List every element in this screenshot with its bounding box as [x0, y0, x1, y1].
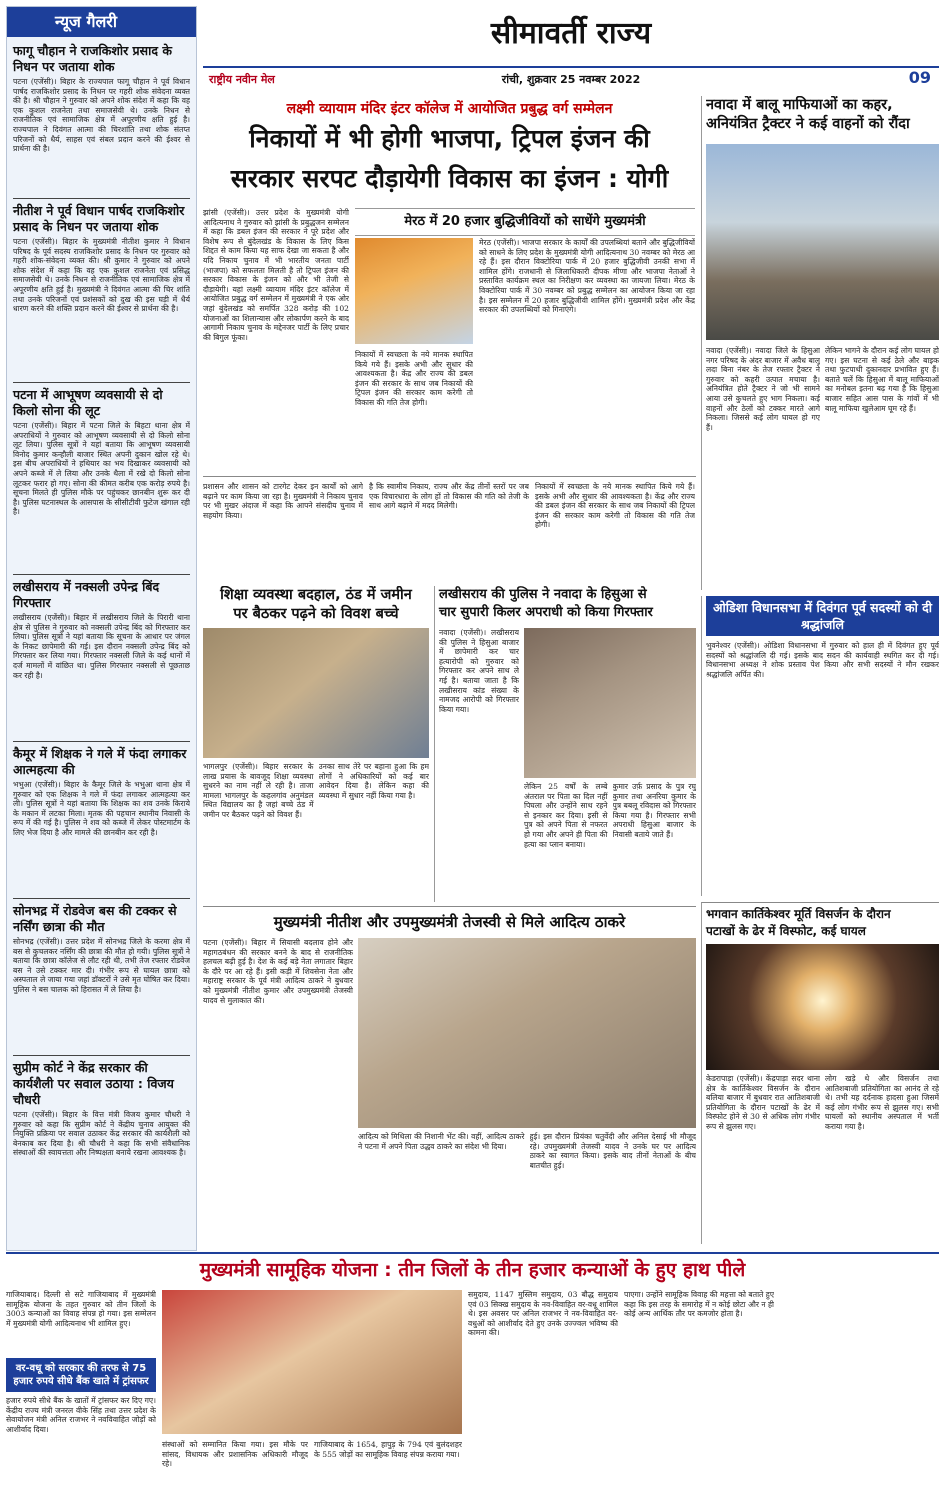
- story-body: है कि स्वामीय निकाय, राज्य और केंद्र तीनों स्तरों पर जब एक विचारधारा के लोग हों तो विकास की गति को तेजी के साथ आगे बढ़ाने में मदद मिलेगी।: [369, 482, 529, 511]
- story-body: हजार रुपये सीधे बैंक के खातों में ट्रांसफर कर दिए गए। केंद्रीय राज्य मंत्री जनरल वीके सिंह तथा उत्तर प्रदेश के सेवायोजन मंत्री अनिल राजभर ने नवविवाहित जोड़ों को आशीर्वाद दिया।: [6, 1396, 156, 1434]
- divider: [13, 198, 190, 199]
- story-body: निकायों में स्वच्छता के नये मानक स्थापित किये गये हैं। इसके अभी और सुधार की आवश्यकता है। केंद्र और राज्य की डबल इंजन की सरकार के साथ जब निकायों की ट्रिपल इंजन की सरकार काम करेगी तो विकास की गति तेज होगी।: [535, 482, 695, 530]
- story-body: हुई। इस दौरान प्रियंका चतुर्वेदी और अनिल देसाई भी मौजूद रहे। उपमुख्यमंत्री तेजस्वी यादव ने उनके घर पर आदित्य ठाकरे का स्वागत किया। इसके बाद तीनों नेताओं के बीच बातचीत हुई।: [529, 1132, 696, 1170]
- story-headline: पटना में आभूषण व्यवसायी से दो किलो सोना की लूट: [13, 387, 163, 418]
- story-body: भभुआ (एजेंसी)। बिहार के कैमूर जिले के भभुआ थाना क्षेत्र में गुरुवार को एक शिक्षक ने गले में फंदा लगाकर आत्महत्या कर ली। पुलिस सूत्रों ने यहां बताया कि शिक्षक का शव उनके किराये के मकान में लटका मिला। मृतक की पहचान स्थानीय निवासी के रूप में की गई है। पुलिस ने शव को कब्जे में लेकर पोस्टमार्टम के लिए भेज दिया है और मामले की छानबीन कर रही है।: [13, 780, 190, 837]
- sidebar-story: [13, 1060, 190, 1230]
- story-body: निकायों में स्वच्छता के नये मानक स्थापित किये गये हैं। इसके अभी और सुधार की आवश्यकता है। केंद्र और राज्य की डबल इंजन की सरकार के साथ जब निकायों की ट्रिपल इंजन की सरकार काम करेगी तो विकास की गति तेज होगी।: [355, 350, 473, 407]
- story-headline: सरकार सरपट दौड़ायेगी विकास का इंजन : योगी: [230, 164, 669, 193]
- masthead: [203, 6, 939, 94]
- nitish-story: [203, 906, 696, 1244]
- nawada-story: [701, 96, 939, 590]
- explosion-photo: [706, 944, 939, 1070]
- divider: [13, 382, 190, 383]
- story-headline: ओडिशा विधानसभा में दिवंगत पूर्व सदस्यों को दी श्रद्धांजलि: [706, 596, 939, 636]
- idol-story: [701, 902, 939, 1244]
- story-body: सोनभद्र (एजेंसी)। उत्तर प्रदेश में सोनभद्र जिले के करमा क्षेत्र में बस से कुचलकर नर्सिंग की छात्रा की मौत हो गयी। पुलिस सूत्रों ने बताया कि छात्रा कॉलेज से लौट रही थी, तभी तेज रफ्तार रोडवेज बस ने उसे टक्कर मार दी। गंभीर रूप से घायल छात्रा को अस्पताल ले जाया गया जहां डॉक्टरों ने उसे मृत घोषित कर दिया। पुलिस ने बस चालक को हिरासत में ले लिया है।: [13, 937, 190, 994]
- story-body: लेकिन भागने के दौरान कई लोग घायल हो गए। इस घटना से कई ठेले और बाइक तथा फुटपाथी दुकानदार प्रभावित हुए हैं। बताते चलें कि हिसुआ में बालू माफियाओं का मनोबल इतना बढ़ गया है कि हिसुआ बाजार सहित आस पास के गांवों में भी बालू माफिया खुलेआम घूम रहे हैं।: [825, 346, 939, 413]
- story-headline: निकायों में भी होगी भाजपा, ट्रिपल इंजन की: [249, 124, 650, 153]
- story-body: संस्थाओं को सम्मानित किया गया। इस मौके पर सांसद, विधायक और प्रशासनिक अधिकारी मौजूद रहे।: [162, 1440, 308, 1469]
- divider: [13, 574, 190, 575]
- story-body: नवादा (एजेंसी)। लखीसराय की पुलिस ने हिसुआ बाजार में छापेमारी कर चार हत्यारोपी को गुरुवार को गिरफ्तार कर अपने साथ ले गई है। बताया जाता है कि लखीसराय कांड संख्या के नामजद आरोपी को गिरफ्तार किया गया।: [439, 628, 519, 714]
- story-subhead: मेरठ में 20 हजार बुद्धिजीवियों को साधेंगे मुख्यमंत्री: [355, 208, 695, 236]
- story-headline: मुख्यमंत्री नीतीश और उपमुख्यमंत्री तेजस्वी से मिले आदित्य ठाकरे: [273, 913, 626, 931]
- story-body: कुमार उर्फ़ प्रसाद के पुत्र रघु कुमार तथा अनरिया कुमार के पुत्र बबलू रविदास को गिरफ्तार किया गया है। गिरफ्तार सभी अपराधी हिसुआ बाजार के निवासी बताये जाते हैं।: [612, 782, 696, 839]
- sidebar-story: [13, 43, 190, 195]
- story-body: भुवनेश्वर (एजेंसी)। ओडिशा विधानसभा में गुरुवार को हाल ही में दिवंगत हुए पूर्व सदस्यों को श्रद्धांजलि दी गई। इसके बाद सदन की कार्यवाही स्थगित कर दी गई। विधानसभा अध्यक्ष ने शोक प्रस्ताव पेश किया और सभी सदस्यों ने मौन रखकर श्रद्धांजलि अर्पित की।: [706, 641, 939, 679]
- story-headline: भगवान कार्तिकेश्वर मूर्ति विसर्जन के दौरान: [706, 907, 891, 921]
- story-body: पटना (एजेंसी)। बिहार के राज्यपाल फागू चौहान ने पूर्व विधान पार्षद राजकिशोर प्रसाद के निधन पर गहरी शोक संवेदना व्यक्त की है। श्री चौहान ने गुरुवार को अपने शोक संदेश में कहा कि वह एक कुशल राजनेता तथा समाजसेवी थे। उनके निधन से राजनीतिक एवं सामाजिक क्षेत्र में अपूरणीय क्षति हुई है। राज्यपाल ने दिवंगत आत्मा की चिरशांति तथा शोक संतप्त परिजनों को धैर्य, साहस एवं संबल प्रदान करने की ईश्वर से प्रार्थना की है।: [13, 77, 190, 154]
- section-title: सीमावर्ती राज्य: [490, 16, 652, 51]
- divider: [13, 741, 190, 742]
- story-body: आदित्य को मिथिला की निशानी भेंट की। वहीं, आदित्य ठाकरे ने पटना में अपने पिता उद्धव ठाकरे का संदेश भी दिया।: [358, 1132, 525, 1151]
- story-headline: लखीसराय की पुलिस ने नवादा के हिसुआ से: [439, 587, 647, 602]
- story-headline: पटाखों के ढेर में विस्फोट, कई घायल: [706, 924, 866, 938]
- story-body: समुदाय, 1147 मुस्लिम समुदाय, 03 बौद्ध समुदाय एवं 03 सिक्ख समुदाय के नव-विवाहित वर-वधू शामिल थे। इस अवसर पर अनिल राजभर ने नव-विवाहित वर-वधुओं को आशीर्वाद देते हुए उनके उज्ज्वल भविष्य की कामना की।: [468, 1290, 618, 1338]
- story-body: पाएगा। उन्होंने सामूहिक विवाह की महत्ता को बताते हुए कहा कि इस तरह के समारोह में न कोई छोटा और न ही कोई अन्य आर्थिक तौर पर कमजोर होता है।: [624, 1290, 774, 1319]
- sidebar-story: [13, 903, 190, 1052]
- story-body: भागलपुर (एजेंसी)। बिहार सरकार के लाख प्रयास के बावजूद शिक्षा व्यवस्था सुधरने का नाम नहीं ले रही है। ताजा मामला भागलपुर के कहलगांव अनुमंडल स्थित विद्यालय का है जहां बच्चे ठंड में जमीन पर बैठकर पढ़ने को विवश हैं।: [203, 762, 314, 819]
- brand-name: राष्ट्रीय नवीन मेल: [209, 73, 275, 86]
- story-headline: लखीसराय में नक्सली उपेन्द्र बिंद गिरफ्तार: [13, 579, 160, 610]
- story-headline: चार सुपारी किलर अपराधी को किया गिरफ्तार: [439, 605, 653, 620]
- meeting-photo: [358, 938, 696, 1128]
- story-body: गाजियाबाद के 1654, हापुड़ के 794 एवं बुलंदशहर के 555 जोड़ों का सामूहिक विवाह संपन्न कराया गया।: [314, 1440, 462, 1459]
- sidebar-story: [13, 203, 190, 379]
- story-headline: नीतीश ने पूर्व विधान पार्षद राजकिशोर प्रसाद के निधन पर जताया शोक: [13, 203, 185, 234]
- classroom-photo: [203, 628, 429, 758]
- wedding-photo: [162, 1290, 462, 1434]
- dateline: रांची, शुक्रवार 25 नवम्बर 2022: [501, 73, 641, 86]
- wedding-story: [6, 1252, 939, 1484]
- story-body: लोग खड़े थे और विसर्जन तथा आतिशबाजी प्रतियोगिता का आनंद ले रहे थे। तभी यह दर्दनाक हादसा हुआ जिसमें कई लोग गंभीर रूप से झुलस गए। सभी घायलों को स्थानीय अस्पताल में भर्ती कराया गया है।: [825, 1074, 939, 1131]
- lakhisarai-story: [434, 586, 696, 902]
- story-body: मेरठ (एजेंसी)। भाजपा सरकार के कार्यों की उपलब्धियां बताने और बुद्धिजीवियों को साधने के लिए प्रदेश के मुख्यमंत्री योगी आदित्यनाथ 30 नवम्बर को मेरठ आ रहे हैं। इस दौरान विक्टोरिया पार्क में 20 हजार बुद्धिजीवी उनकी सभा में शामिल होंगे। राजधानी से जिलाधिकारी दीपक मीणा और भाजपा नेताओं ने प्रस्तावित कार्यक्रम स्थल का निरीक्षण कर व्यवस्था का जायजा लिया। मेरठ के विक्टोरिया पार्क में 30 नवम्बर को प्रबुद्ध सम्मेलन का आयोजन किया जा रहा है। इस सम्मेलन में 20 हजार बुद्धिजीवी शामिल होंगे। मुख्यमंत्री प्रदेश और केंद्र सरकार की उपलब्धियों को गिनाएंगे।: [479, 238, 695, 315]
- story-body: लखीसराय (एजेंसी)। बिहार में लखीसराय जिले के पिरारी थाना क्षेत्र से पुलिस ने गुरुवार को नक्सली उपेन्द्र बिंद को गिरफ्तार कर लिया। पुलिस सूत्रों ने यहां बताया कि सूचना के आधार पर जंगल के निकट छापेमारी की गई। इस दौरान नक्सली उपेन्द्र बिंद को गिरफ्तार कर लिया गया। गिरफ्तार नक्सली जिले के कई थानों में दर्ज मामलों में वांछित था। पुलिस गिरफ्तार नक्सली से पूछताछ कर रही है।: [13, 613, 190, 680]
- story-headline: सुप्रीम कोर्ट ने केंद्र सरकार की कार्यशैली पर सवाल उठाया : विजय चौधरी: [13, 1060, 174, 1107]
- story-body: पटना (एजेंसी)। बिहार के वित्त मंत्री विजय कुमार चौधरी ने गुरुवार को कहा कि सुप्रीम कोर्ट ने केंद्रीय चुनाव आयुक्त की नियुक्ति प्रक्रिया पर सवाल उठाकर केंद्र सरकार की कार्यशैली को बेनकाब कर दिया है। श्री चौधरी ने कहा कि सभी संवैधानिक संस्थाओं की स्वायत्तता और निष्पक्षता बनाये रखना आवश्यक है।: [13, 1110, 190, 1158]
- story-body: पटना (एजेंसी)। बिहार में पटना जिले के बिहटा थाना क्षेत्र में अपराधियों ने गुरुवार को आभूषण व्यवसायी से दो किलो सोना लूट लिया। पुलिस सूत्रों ने यहां बताया कि आभूषण व्यवसायी विनोद कुमार कन्हौली बाजार स्थित अपनी दुकान खोल रहे थे। इस बीच अपराधियों ने हथियार का भय दिखाकर व्यवसायी को अपने कब्जे में ले लिया और उनके थैला में रखे दो किलो सोना लूटकर फरार हो गए। सोना की कीमत करीब एक करोड़ रुपये है। सूचना मिलते ही पुलिस मौके पर पहुंचकर छानबीन शुरू कर दी है। पुलिस घटनास्थल के आसपास के सीसीटीवी फुटेज खंगाल रही है।: [13, 421, 190, 517]
- story-body: प्रशासन और शासन को टारगेट देकर इन कार्यों को आगे बढ़ाने पर काम किया जा रहा है। मुख्यमंत्री ने निकाय चुनाव पर भी मुखर अंदाज में कहा कि आपने संसदीय चुनाव में सहयोग किया।: [203, 482, 363, 520]
- sidebar-story: [13, 579, 190, 738]
- road-photo: [706, 144, 939, 340]
- sidebar-story: [13, 746, 190, 895]
- story-body: नवादा (एजेंसी)। नवादा जिले के हिसुआ नगर परिषद के अंदर बाजार में अवैध बालू लदा बिना नंबर के तेज रफ्तार ट्रैक्टर ने गुरुवार को कहरी उत्पात मचाया है। अनियंत्रित होते ट्रैक्टर ने जो भी सामने आया उसे कुचलते हुए भाग निकला। कई वाहनों और ठेलों को टक्कर मारते आगे निकला। जिससे कई लोग घायल हो गए हैं।: [706, 346, 820, 432]
- story-headline: शिक्षा व्यवस्था बदहाल, ठंड में जमीन: [220, 587, 412, 603]
- story-body: केडरापाड़ा (एजेंसी)। केंद्रपाड़ा सदर थाना क्षेत्र के कार्तिकेश्वर विसर्जन के दौरान बलिया बाजार में बुधवार रात आतिशबाजी प्रतियोगिता के दौरान पटाखों के ढेर में विस्फोट होने से 30 से अधिक लोग गंभीर रूप से झुलस गए।: [706, 1074, 820, 1131]
- story-headline: नवादा में बालू माफियाओं का कहर, अनियंत्रित ट्रैक्टर ने कई वाहनों को रौंदा: [706, 97, 910, 132]
- story-body: गाजियाबाद। दिल्ली से सटे गाजियाबाद में मुख्यमंत्री सामूहिक योजना के तहत गुरुवार को तीन जिलों के 3003 कन्याओं का विवाह संपन्न हो गया। इस सम्मेलन में मुख्यमंत्री योगी आदित्यनाथ भी शामिल हुए।: [6, 1290, 156, 1328]
- page-number: 09: [908, 68, 931, 87]
- story-body: पटना (एजेंसी)। बिहार में सियासी बदलाव होने और महागठबंधन की सरकार बनने के बाद से राजनीतिक हलचल बढ़ी हुई है। देश के कई बड़े नेता लगातार बिहार के दौरे पर आ रहे हैं। इसी कड़ी में शिवसेना नेता और महाराष्ट्र सरकार के पूर्व मंत्री आदित्य ठाकरे ने बुधवार को मुख्यमंत्री नीतीश कुमार और उपमुख्यमंत्री तेजस्वी यादव से मुलाकात की।: [203, 938, 353, 1005]
- story-kicker: लक्ष्मी व्यायाम मंदिर इंटर कॉलेज में आयोजित प्रबुद्ध वर्ग सम्मेलन: [286, 101, 613, 117]
- story-headline: फागू चौहान ने राजकिशोर प्रसाद के निधन पर जताया शोक: [13, 43, 172, 74]
- yogi-photo: [355, 238, 473, 344]
- sidebar: [6, 6, 197, 1251]
- story-body: पटना (एजेंसी)। बिहार के मुख्यमंत्री नीतीश कुमार ने विधान परिषद के पूर्व सदस्य राजकिशोर प्रसाद के निधन पर गुरुवार को गहरी शोक-संवेदना व्यक्त की। श्री कुमार ने गुरुवार को अपने शोक संदेश में कहा कि वह एक कुशल राजनेता एवं प्रसिद्ध समाजसेवी थे। उनके निधन से राजनीतिक एवं सामाजिक क्षेत्र में अपूरणीय क्षति हुई है। मुख्यमंत्री ने दिवंगत आत्मा की चिर शांति तथा उनके परिजनों एवं प्रशंसकों को दुख की इस घड़ी में धैर्य धारण करने की शक्ति प्रदान करने की ईश्वर से प्रार्थना की है।: [13, 237, 190, 314]
- arrested-photo: [524, 628, 696, 778]
- story-headline: मुख्यमंत्री सामूहिक योजना : तीन जिलों के तीन हजार कन्याओं के हुए हाथ पीले: [199, 1259, 746, 1281]
- sidebar-title: न्यूज गैलरी: [7, 7, 196, 37]
- story-body: झांसी (एजेंसी)। उत्तर प्रदेश के मुख्यमंत्री योगी आदित्यनाथ ने गुरुवार को झांसी के प्रबुद्धजन सम्मेलन में कहा कि डबल इंजन की सरकार ने पूरे प्रदेश और विशेष रूप से बुंदेलखंड के विकास के लिए किस शिद्दत से काम किया यह साफ देखा जा सकता है और यदि निकाय चुनाव में भी भारतीय जनता पार्टी (भाजपा) को सफलता मिलती है तो ट्रिपल इंजन की सरकार विकास के इंजन को और भी तेजी से दौड़ायेगी। यहां लक्ष्मी व्यायाम मंदिर इंटर कॉलेज में आयोजित प्रबुद्ध वर्ग सम्मेलन में मुख्यमंत्री ने एक ओर जहां बुंदेलखंड को समर्पित 328 करोड़ की 102 योजनाओं का शिलान्यास और लोकार्पण करने के बाद आगामी निकाय चुनाव के मद्देनजर पार्टी के लिए प्रचार की बिगुल फूंका।: [203, 208, 349, 342]
- callout-box: वर-वधू को सरकार की तरफ से 75 हजार रुपये सीधे बैंक खाते में ट्रांसफर: [6, 1358, 156, 1392]
- story-headline: पर बैठकर पढ़ने को विवश बच्चे: [233, 606, 399, 622]
- story-headline: सोनभद्र में रोडवेज बस की टक्कर से नर्सिंग छात्रा की मौत: [13, 903, 177, 934]
- story-body: लेकिन 25 वर्षों के लम्बे अंतराल पर पिता का दिल नहीं पिघला और उन्होंने साथ रहने से इनकार कर दिया। इसी से पुत्र को अपने पिता से नफरत हो गया और अपने ही पिता की हत्या का प्लान बनाया।: [524, 782, 608, 849]
- story-headline: कैमूर में शिक्षक ने गले में फंदा लगाकर आत्महत्या की: [13, 746, 187, 777]
- divider: [13, 1055, 190, 1056]
- divider: [13, 898, 190, 899]
- yogi-story: [203, 96, 696, 580]
- story-body: उनका साथ तेरे पर बहाना हुआ कि हम लोगों ने अधिकारियों को कई बार आवेदन दिया है। लेकिन कहा की व्यवस्था में सुधार नहीं किया गया है।: [318, 762, 429, 800]
- school-story: [203, 586, 429, 902]
- odisha-story: [701, 596, 939, 896]
- sidebar-story: [13, 387, 190, 571]
